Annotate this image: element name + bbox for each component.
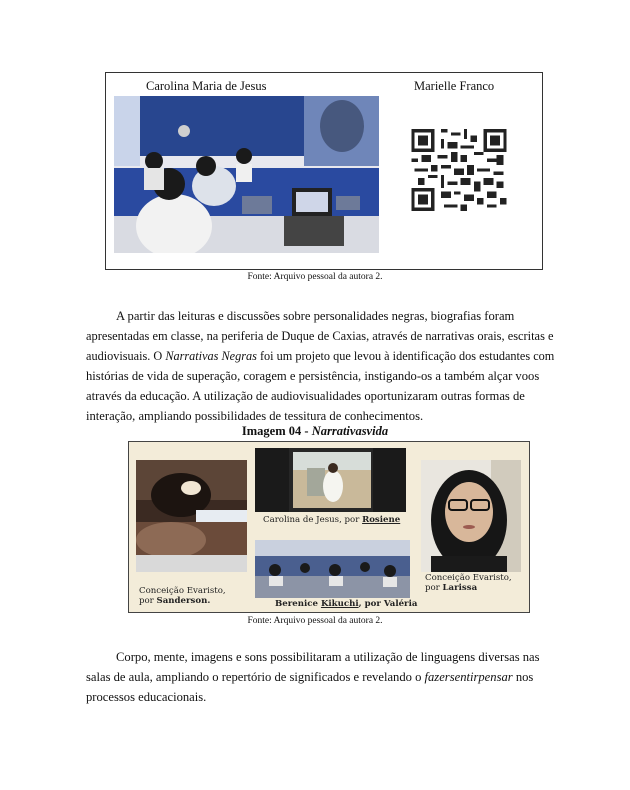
author-name: Sanderson. <box>156 596 211 606</box>
author-name: Valéria <box>383 599 418 609</box>
caption-line <box>425 583 512 593</box>
paragraph-line: processos educacionais. <box>86 690 207 704</box>
paragraph-line: interação, ampliando possibilidades de tessitura de conhecimentos. <box>86 409 424 423</box>
photo-larissa <box>421 460 521 572</box>
author-name <box>362 515 400 525</box>
qr-code-icon[interactable] <box>411 129 507 211</box>
photo-rosiene <box>255 448 406 512</box>
project-name: Narrativas Negras <box>165 349 257 363</box>
figure-label-marielle: Marielle Franco <box>414 79 495 93</box>
photo-sanderson <box>136 460 247 572</box>
caption-prefix: Carolina de Jesus, por <box>263 515 363 525</box>
caption-line: Conceição Evaristo, <box>139 586 226 596</box>
paragraph-2 <box>86 647 554 707</box>
text-run: foi um projeto que levou à identificação dos estudantes com <box>256 349 555 363</box>
caption-valeria <box>275 599 417 609</box>
author-name: Larissa <box>442 583 478 593</box>
photo-valeria <box>255 540 410 598</box>
caption-rosiene <box>263 515 400 525</box>
figure-2-source: Fonte: Arquivo pessoal da autora 2. <box>247 616 383 626</box>
paragraph-line: A partir das leituras e discussões sobre personalidades negras, biografias foram <box>116 309 515 323</box>
paragraph-line <box>86 667 554 687</box>
paragraph-line: Corpo, mente, imagens e sons possibilitaram a utilização de linguagens diversas nas <box>116 650 540 664</box>
paragraph-line: através da educação. A utilização de audiovisualidades oportunizaram outras formas de <box>86 389 525 403</box>
caption-prefix: Berenice <box>275 599 321 609</box>
paragraph-line: apresentadas em classe, na periferia de Duque de Caxias, através de narrativas orais, escritas e <box>86 329 554 343</box>
caption-prefix: por <box>425 583 443 593</box>
author-name-text: Kikuchi <box>320 599 359 609</box>
paragraph-line: histórias de vida de superação, coragem e persistência, instigando-os a também alçar voos <box>86 369 540 383</box>
text-run: audiovisuais. O <box>86 349 166 363</box>
figure-1-source: Fonte: Arquivo pessoal da autora 2. <box>247 272 383 282</box>
emphasis-word: fazersentirpensar <box>424 670 513 684</box>
figure-1 <box>105 72 543 270</box>
caption-prefix: por <box>139 596 157 606</box>
author-name <box>321 599 359 609</box>
classroom-projection-photo <box>114 96 379 253</box>
caption-sanderson <box>139 586 226 606</box>
author-name-text: Rosiene <box>362 515 401 525</box>
caption-line: Conceição Evaristo, <box>425 573 512 583</box>
text-run: salas de aula, ampliando o repertório de significados e revelando o <box>86 670 425 684</box>
caption-suffix: , por <box>358 599 384 609</box>
figure-label-carolina: Carolina Maria de Jesus <box>146 79 267 93</box>
image-04-title <box>0 424 630 439</box>
image-04-collage <box>128 441 530 613</box>
caption-larissa <box>425 573 512 593</box>
paragraph-line <box>86 346 555 366</box>
image-title-prefix: Imagem 04 - <box>241 424 312 438</box>
image-title-name: Narrativasvida <box>311 424 389 438</box>
caption-line <box>139 596 226 606</box>
text-run: nos <box>512 670 534 684</box>
paragraph-1 <box>86 306 554 426</box>
